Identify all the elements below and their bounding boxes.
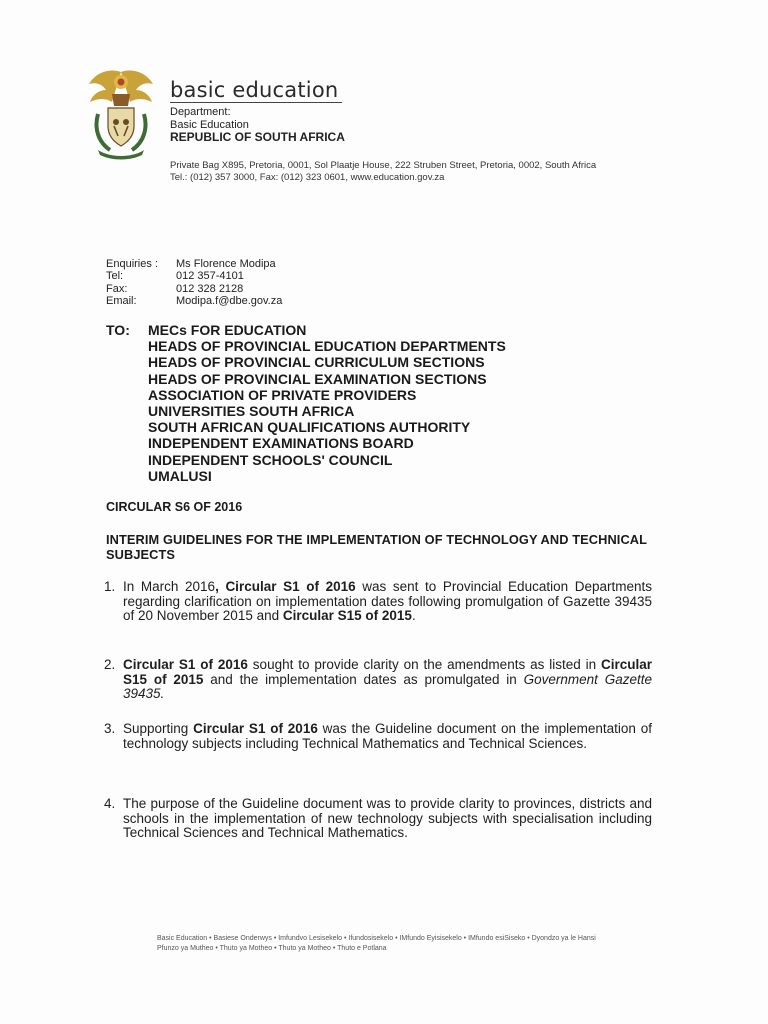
subject-heading: INTERIM GUIDELINES FOR THE IMPLEMENTATION OF TECHNOLOGY AND TECHNICAL SUBJECTS	[106, 532, 647, 562]
recipient: HEADS OF PROVINCIAL EDUCATION DEPARTMENTS	[148, 338, 506, 355]
text-run-bold: Circular S1 of 2016	[193, 721, 318, 736]
contact-line: Tel.: (012) 357 3000, Fax: (012) 323 0601, www.education.gov.za	[170, 172, 445, 183]
text-run-bold: Circular S1 of 2016	[123, 657, 248, 672]
footer	[157, 934, 596, 953]
recipient: SOUTH AFRICAN QUALIFICATIONS AUTHORITY	[148, 419, 471, 436]
paragraph-number: 2.	[104, 657, 116, 672]
text-run-bold: Circular S15 of 2015	[123, 657, 653, 687]
paragraph-2	[104, 658, 652, 702]
recipient: MECs FOR EDUCATION	[148, 322, 307, 338]
paragraph-number: 4.	[104, 796, 116, 811]
dept-name: Basic Education	[170, 118, 249, 131]
paragraph-text	[123, 722, 652, 751]
recipient: ASSOCIATION OF PRIVATE PROVIDERS	[148, 386, 417, 403]
addressee-block	[106, 322, 506, 484]
enquiry-value: 012 357-4101	[176, 270, 244, 283]
paragraph-number: 1.	[104, 579, 116, 594]
address-line: Private Bag X895, Pretoria, 0001, Sol Plaatje House, 222 Struben Street, Pretoria, 0002, South Africa	[170, 160, 597, 171]
text-run-bold: , Circular S1 of 2016	[215, 579, 356, 594]
enquiry-row	[106, 295, 282, 307]
enquiry-label: Enquiries :	[106, 258, 158, 270]
recipient: UMALUSI	[148, 467, 212, 484]
enquiry-label: Fax:	[106, 282, 128, 295]
text-run-italic: Government Gazette 39435.	[123, 671, 653, 701]
address-block	[170, 160, 596, 184]
brand-rule	[170, 102, 342, 103]
text-run: sought to provide clarity on the amendments as listed in	[247, 657, 601, 672]
recipient: UNIVERSITIES SOUTH AFRICA	[148, 403, 355, 420]
text-run: was sent to Provincial Education Departments regarding clarification on implementation dates following promulgation of Gazette 39435 of 20 November 2015 and	[123, 579, 653, 623]
department-block	[170, 106, 345, 144]
to-label: TO:	[106, 322, 130, 338]
enquiry-label: Email:	[106, 295, 137, 308]
paragraph-4	[104, 797, 652, 841]
text-run: Supporting	[123, 721, 194, 736]
recipient: INDEPENDENT EXAMINATIONS BOARD	[148, 435, 414, 452]
recipient: HEADS OF PROVINCIAL EXAMINATION SECTIONS	[148, 370, 487, 387]
dept-label: Department:	[170, 106, 231, 118]
text-run: was the Guideline document on the implementation of technology subjects including Technical Mathematics and Technical Sciences.	[123, 721, 652, 751]
paragraph-1	[104, 580, 652, 624]
brand-name: basic education	[170, 78, 339, 102]
brand	[170, 78, 338, 102]
paragraph-3	[104, 722, 652, 751]
enquiry-row	[106, 270, 282, 282]
coat-of-arms-icon	[84, 66, 158, 160]
paragraph-text	[123, 658, 652, 702]
text-run: .	[411, 608, 416, 623]
enquiry-value: Ms Florence Modipa	[176, 258, 276, 270]
paragraph-number: 3.	[104, 721, 116, 736]
enquiries-block	[106, 258, 282, 308]
paragraph-text	[123, 797, 652, 841]
recipient: HEADS OF PROVINCIAL CURRICULUM SECTIONS	[148, 354, 485, 371]
enquiry-value: Modipa.f@dbe.gov.za	[176, 295, 283, 308]
enquiry-label: Tel:	[106, 270, 124, 283]
recipient: INDEPENDENT SCHOOLS' COUNCIL	[148, 451, 393, 468]
country-name: REPUBLIC OF SOUTH AFRICA	[170, 130, 345, 144]
footer-line: Pfunzo ya Mutheo • Thuto ya Motheo • Thuto ya Motheo • Thuto e Potlana	[157, 944, 387, 952]
recipient-list	[148, 322, 506, 484]
footer-line: Basic Education • Basiese Onderwys • Imfundvo Lesisekelo • Ifundosisekelo • IMfundo Eyisisekelo • IMfundo esiSiseko • Dyondzo ya le Hansi	[157, 935, 596, 942]
paragraph-text	[123, 580, 652, 624]
text-run: and the implementation dates as promulgated in	[203, 671, 524, 687]
text-run: In March 2016	[123, 579, 216, 594]
circular-number: CIRCULAR S6 OF 2016	[106, 500, 243, 514]
text-run: The purpose of the Guideline document was to provide clarity to provinces, districts and schools in the implementation of new technology subjects with specialisation including Technical Sciences and Technical Mathematics.	[123, 796, 652, 840]
enquiry-row	[106, 258, 282, 270]
enquiry-row	[106, 283, 282, 295]
text-run-bold: Circular S15 of 2015	[282, 608, 412, 623]
enquiry-value: 012 328 2128	[176, 282, 244, 295]
